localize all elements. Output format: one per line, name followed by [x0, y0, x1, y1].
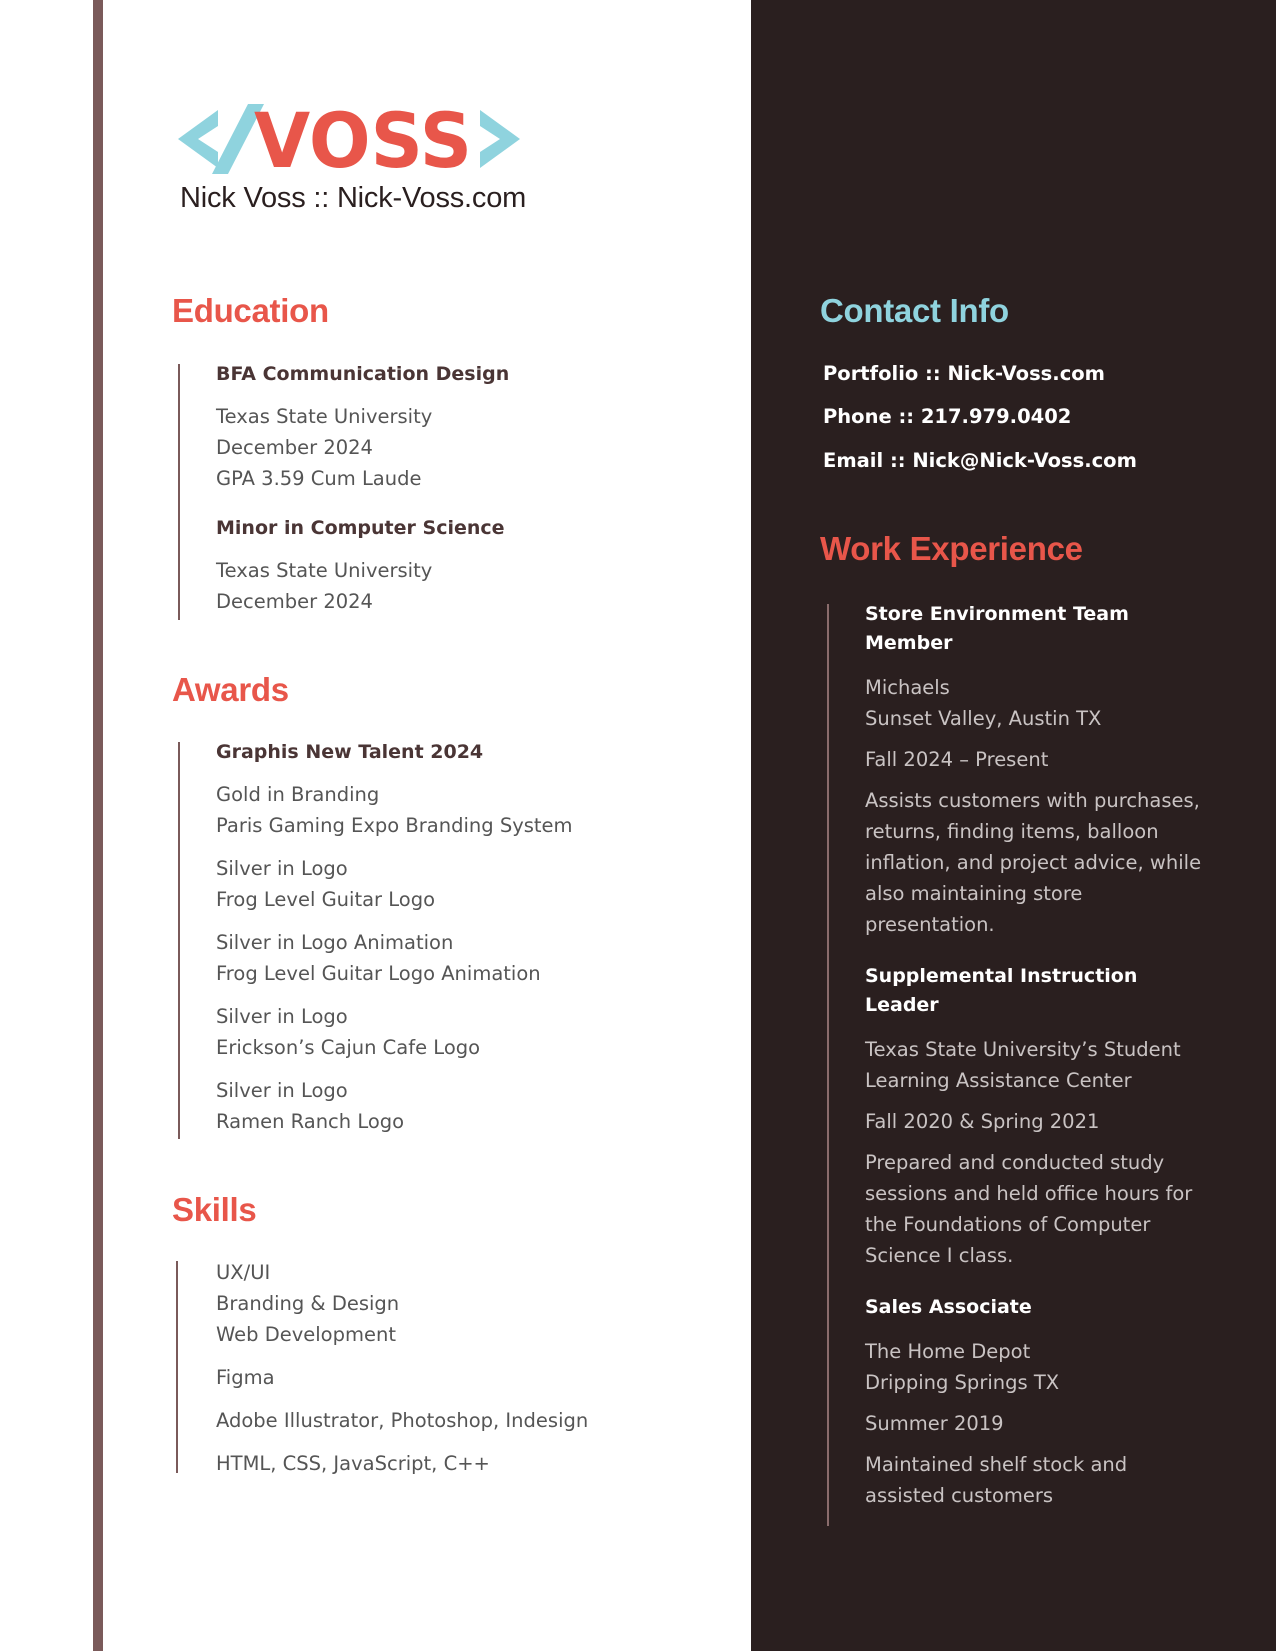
job-description: Maintained shelf stock and assisted customers [865, 1453, 1128, 1507]
job-title: Store Environment Team Member [865, 603, 1129, 654]
award-project: Ramen Ranch Logo [216, 1110, 405, 1133]
education-date: December 2024 [216, 590, 373, 613]
award-project: Frog Level Guitar Logo Animation [216, 962, 541, 985]
education-school: Texas State University [216, 405, 433, 428]
job-title: Sales Associate [865, 1296, 1032, 1318]
award-item [216, 853, 718, 915]
job-location: Sunset Valley, Austin TX [865, 707, 1102, 730]
education-degree-title: BFA Communication Design [216, 363, 510, 385]
contact-portfolio[interactable]: Portfolio :: Nick-Voss.com [823, 362, 1105, 385]
award-name: Silver in Logo [216, 857, 348, 880]
education-date: December 2024 [216, 436, 373, 459]
skill-item: UX/UI [216, 1261, 271, 1284]
awards-block [178, 742, 718, 1139]
award-item [216, 779, 718, 841]
award-name: Gold in Branding [216, 783, 380, 806]
skill-item: Adobe Illustrator, Photoshop, Indesign [216, 1409, 589, 1432]
awards-title: Graphis New Talent 2024 [216, 741, 484, 763]
skill-item: HTML, CSS, JavaScript, C++ [216, 1452, 490, 1475]
job-org: Michaels [865, 676, 950, 699]
award-project: Paris Gaming Expo Branding System [216, 814, 573, 837]
education-entry [180, 360, 698, 494]
job-description: Assists customers with purchases, returns, finding items, balloon inflation, and project advice, while also maintaining store presentation. [865, 789, 1202, 936]
name-tagline: Nick Voss :: Nick-Voss.com [180, 182, 527, 214]
education-block [178, 364, 698, 620]
job-dates: Summer 2019 [865, 1412, 1004, 1435]
award-item [216, 927, 718, 989]
skills-heading: Skills [172, 1191, 257, 1228]
education-heading: Education [172, 292, 329, 329]
skill-item: Branding & Design [216, 1292, 400, 1315]
award-item [216, 1001, 718, 1063]
education-school: Texas State University [216, 559, 433, 582]
job-dates: Fall 2020 & Spring 2021 [865, 1110, 1100, 1133]
award-project: Frog Level Guitar Logo [216, 888, 436, 911]
award-item [216, 1075, 718, 1137]
award-project: Erickson’s Cajun Cafe Logo [216, 1036, 481, 1059]
education-minor-title: Minor in Computer Science [216, 517, 505, 539]
award-name: Silver in Logo [216, 1079, 348, 1102]
voss-logo [174, 96, 524, 182]
job-location: Dripping Springs TX [865, 1371, 1060, 1394]
logo-wordmark: VOSS [254, 96, 472, 182]
job-title: Supplemental Instruction Leader [865, 965, 1138, 1016]
job-org: Texas State University’s Student Learning Assistance Center [865, 1038, 1181, 1092]
education-gpa: GPA 3.59 Cum Laude [216, 467, 422, 490]
skill-item: Web Development [216, 1323, 396, 1346]
left-accent-bar [93, 0, 103, 1651]
job-entry [865, 962, 1209, 1271]
contact-email[interactable]: Email :: Nick@Nick-Voss.com [823, 449, 1137, 472]
award-name: Silver in Logo Animation [216, 931, 454, 954]
job-description: Prepared and conducted study sessions and held office hours for the Foundations of Computer Science I class. [865, 1151, 1193, 1267]
contact-phone[interactable]: Phone :: 217.979.0402 [823, 405, 1072, 428]
job-entry [865, 1293, 1209, 1511]
work-heading: Work Experience [820, 530, 1083, 567]
job-org: The Home Depot [865, 1340, 1031, 1363]
skill-item: Figma [216, 1366, 275, 1389]
award-name: Silver in Logo [216, 1005, 348, 1028]
education-entry [180, 514, 698, 617]
skills-block [176, 1261, 736, 1473]
job-entry [865, 600, 1209, 940]
work-block [827, 604, 1217, 1526]
voss-logo-mark [174, 96, 524, 182]
job-dates: Fall 2024 – Present [865, 748, 1049, 771]
contact-heading: Contact Info [820, 292, 1009, 329]
awards-heading: Awards [172, 671, 289, 708]
